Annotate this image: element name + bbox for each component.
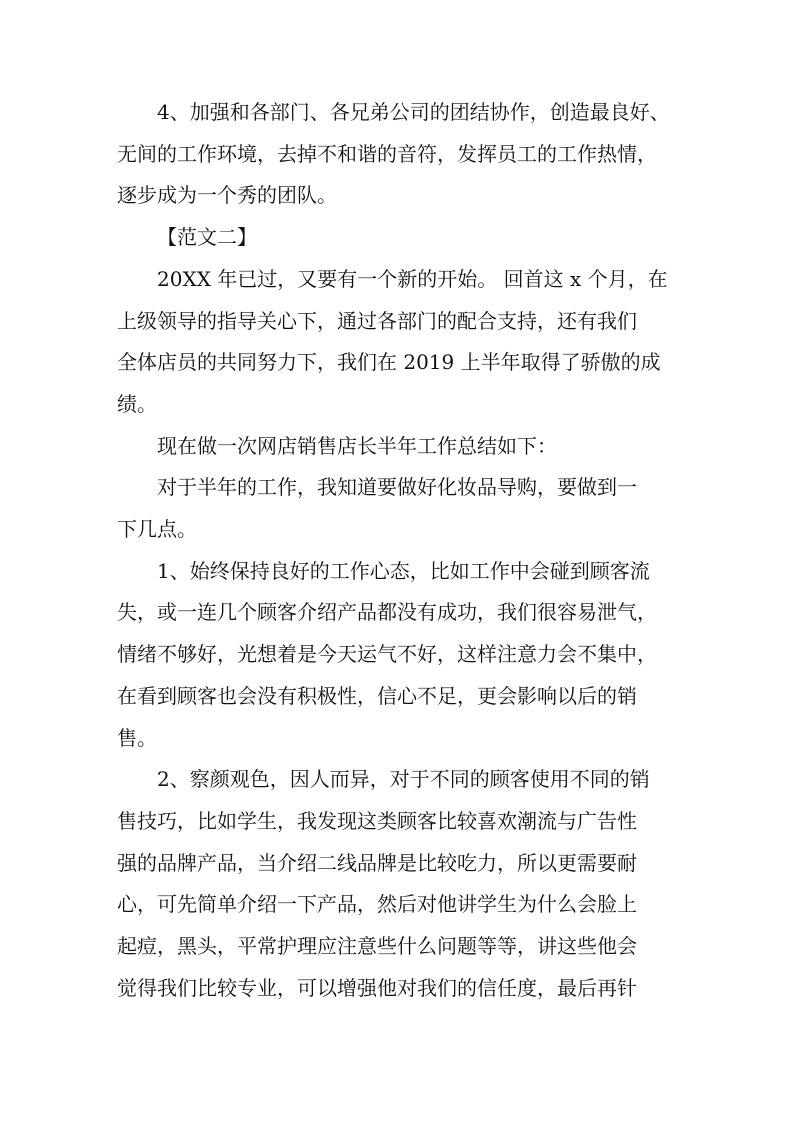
text-line: 下几点。 [117,517,197,542]
text-line: 失，或一连几个顾客介绍产品都没有成功，我们很容易泄气， [117,600,657,625]
text-line: 心，可先简单介绍一下产品，然后对他讲学生为什么会脸上 [117,892,637,917]
text-line: 全体店员的共同努力下，我们在 2019 上半年取得了骄傲的成 [117,350,661,375]
text-line: 在看到顾客也会没有积极性，信心不足，更会影响以后的销 [117,683,637,708]
text-line: 对于半年的工作，我知道要做好化妆品导购，要做到一 [157,475,637,500]
paragraph-points-intro [117,467,677,550]
paragraph-collaboration [117,92,677,217]
paragraph-summary-intro [117,426,677,468]
text-line: 售技巧，比如学生，我发现这类顾客比较喜欢潮流与广告性 [117,808,637,833]
text-line: 1、始终保持良好的工作心态，比如工作中会碰到顾客流 [157,558,650,583]
text-line: 情绪不够好，光想着是今天运气不好，这样注意力会不集中， [117,642,657,667]
text-line: 强的品牌产品，当介绍二线品牌是比较吃力，所以更需要耐 [117,850,637,875]
text-line: 4、加强和各部门、各兄弟公司的团结协作，创造最良好、 [157,100,670,124]
paragraph-point-2 [117,759,677,1009]
text-line: 售。 [117,725,157,750]
text-line: 绩。 [117,391,157,416]
heading-text: 【范文二】 [157,225,257,250]
paragraph-intro [117,259,677,426]
text-line: 觉得我们比较专业，可以增强他对我们的信任度，最后再针 [117,975,637,1000]
text-line: 2、察颜观色，因人而异，对于不同的顾客使用不同的销 [157,767,650,792]
paragraph-point-1 [117,551,677,760]
section-heading [117,217,677,259]
text-line: 20XX 年已过，又要有一个新的开始。 回首这 x 个月，在 [157,266,668,291]
text-line: 上级领导的指导关心下，通过各部门的配合支持，还有我们 [117,308,637,333]
document-body [117,92,677,1009]
text-line: 起痘，黑头，平常护理应注意些什么问题等等，讲这些他会 [117,934,637,959]
text-line: 逐步成为一个秀的团队。 [117,183,337,208]
text-line: 现在做一次网店销售店长半年工作总结如下： [157,433,557,458]
text-line: 无间的工作环境，去掉不和谐的音符，发挥员工的工作热情， [117,141,657,166]
